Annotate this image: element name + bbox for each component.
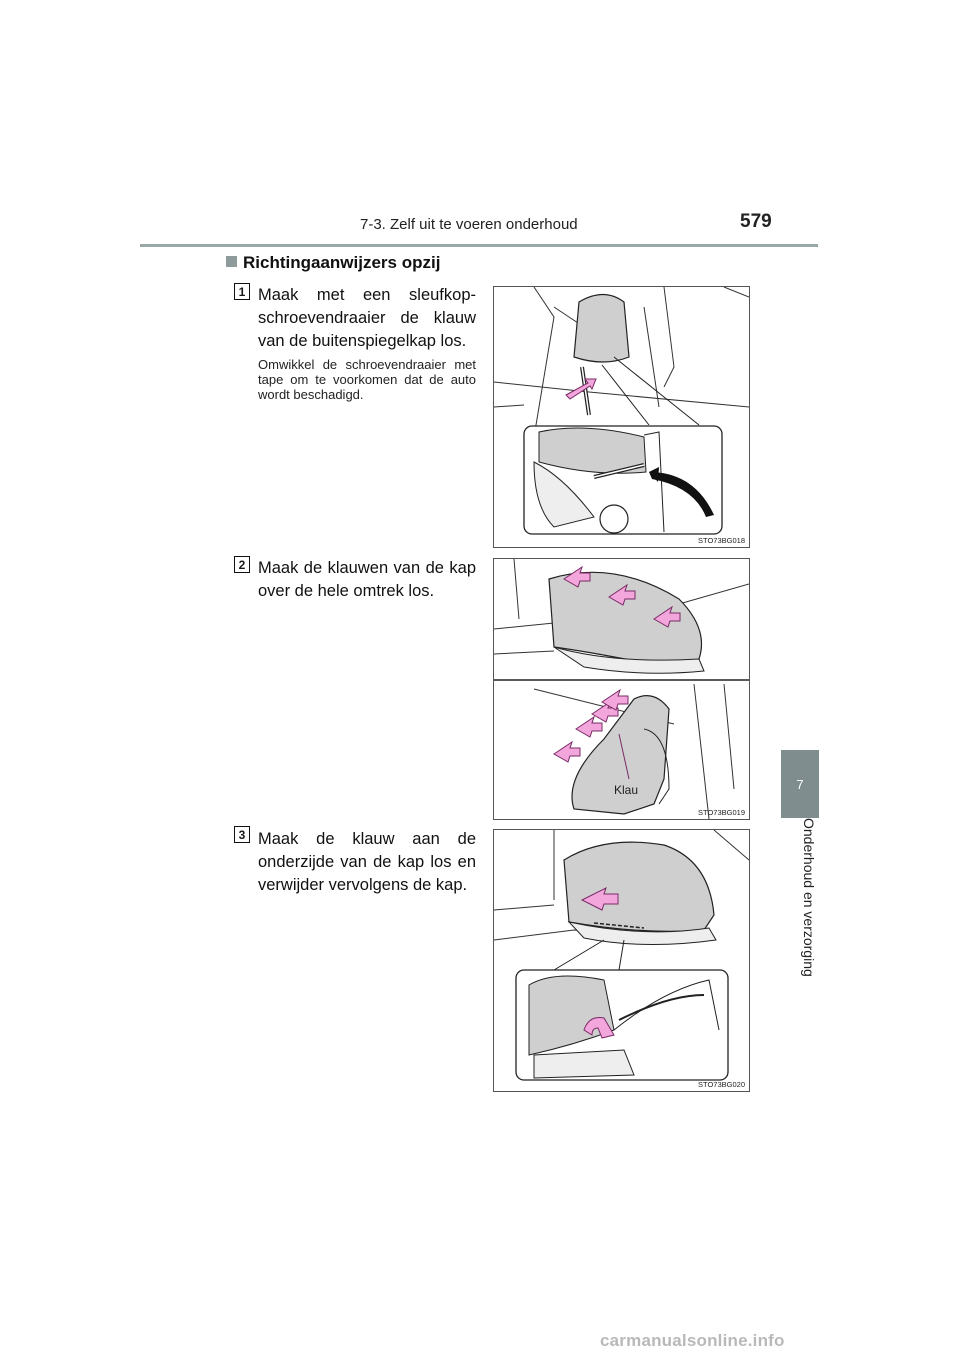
figure-code: STO73BG020 (698, 1080, 745, 1089)
header-rule (140, 244, 818, 247)
claw-label: Klau (614, 783, 639, 797)
chapter-number: 7 (796, 776, 804, 792)
step-number-badge: 1 (234, 283, 250, 300)
step-note: Omwikkel de schroevendraaier met tape om te voorkomen dat de auto wordt beschadigd. (258, 357, 476, 402)
mirror-claws-illustration (494, 559, 749, 819)
section-heading (226, 253, 440, 273)
running-header: 7-3. Zelf uit te voeren onderhoud (360, 216, 578, 233)
step-text: Maak de klauwen van de kap over de hele omtrek los. (258, 559, 476, 600)
square-bullet-icon (226, 256, 237, 267)
figure-code: STO73BG019 (698, 808, 745, 817)
chapter-tab[interactable] (781, 750, 819, 818)
figure-step-2 (493, 558, 750, 820)
section-heading-text: Richtingaanwijzers opzij (243, 253, 441, 272)
step-text: Maak met een sleufkop-schroevendraaier de klauw van de buitenspiegelkap los. (258, 286, 476, 350)
watermark: carmanualsonline.info (600, 1331, 785, 1350)
step-number-badge: 2 (234, 556, 250, 573)
figure-step-3 (493, 829, 750, 1092)
figure-step-1 (493, 286, 750, 548)
step-number-badge: 3 (234, 826, 250, 843)
mirror-claw-illustration (494, 287, 749, 547)
mirror-underside-illustration (494, 830, 749, 1091)
chapter-title: Onderhoud en verzorging (801, 818, 817, 977)
figure-code: STO73BG018 (698, 536, 745, 545)
page-number: 579 (740, 211, 772, 232)
step-text: Maak de klauw aan de onderzijde van de kap los en verwijder vervolgens de kap. (258, 830, 476, 894)
